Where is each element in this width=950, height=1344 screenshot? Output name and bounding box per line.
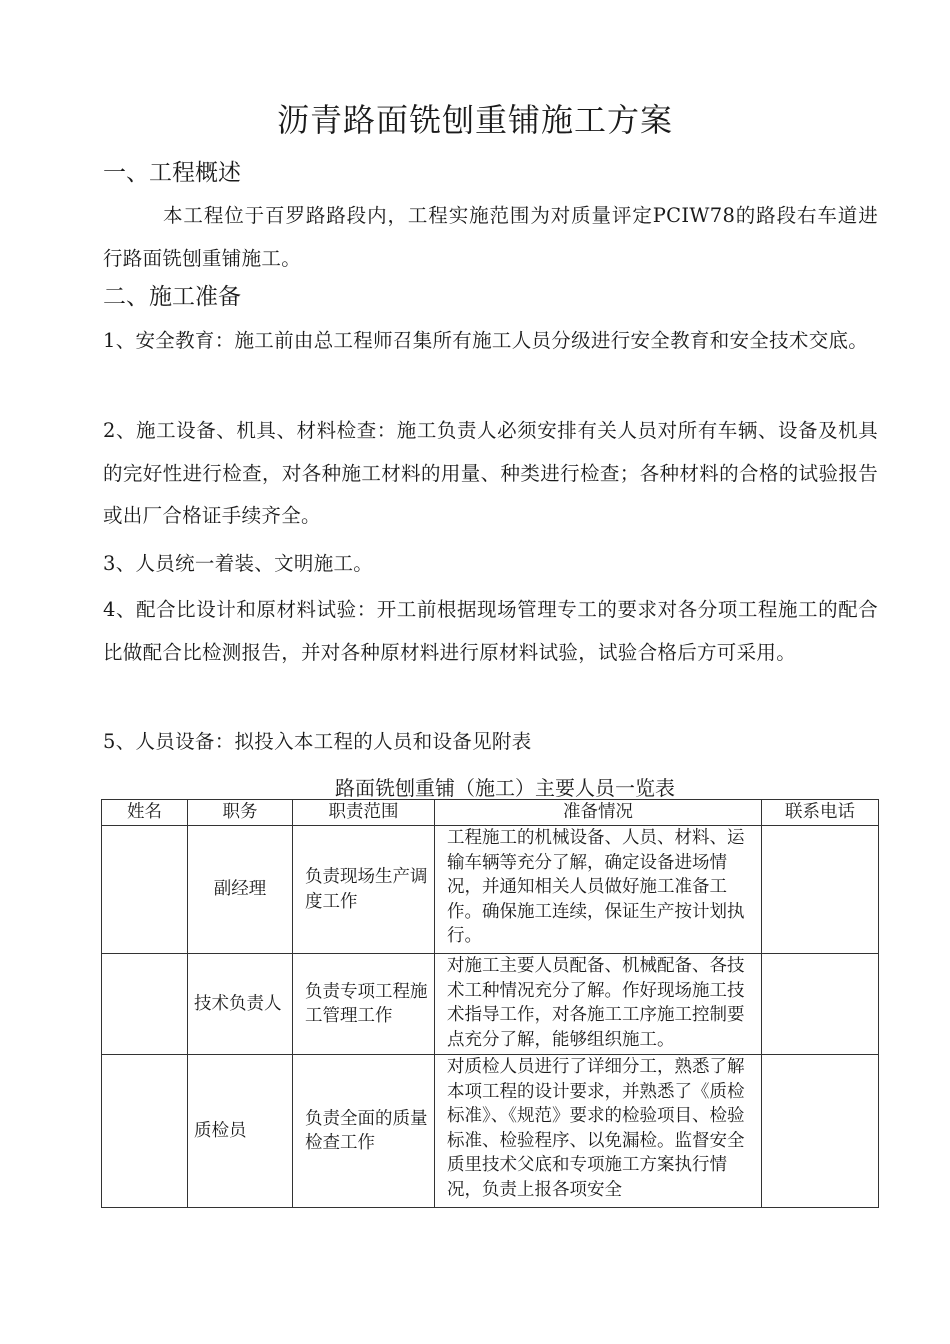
cell-preparation [435, 1055, 762, 1208]
prep-item-2: 2、施工设备、机具、材料检查：施工负责人必须安排有关人员对所有车辆、设备及机具的完好性进行检查，对各种施工材料的用量、种类进行检查；各种材料的合格的试验报告或出厂合格证手续齐全。 [103, 419, 878, 527]
table-row [102, 954, 879, 1055]
cell-name [102, 826, 188, 954]
document-title: 沥青路面铣刨重铺施工方案 [276, 101, 673, 139]
prep-item-1: 1、安全教育：施工前由总工程师召集所有施工人员分级进行安全教育和安全技术交底。 [103, 329, 869, 352]
header-name: 姓名 [102, 800, 188, 826]
personnel-table [101, 799, 879, 1208]
cell-phone [762, 826, 879, 954]
table-row [102, 826, 879, 954]
table-caption: 路面铣刨重铺（施工）主要人员一览表 [335, 776, 675, 800]
cell-name [102, 954, 188, 1055]
cell-position: 质检员 [188, 1055, 293, 1208]
cell-phone [762, 954, 879, 1055]
cell-preparation: 工程施工的机械设备、人员、材料、运输车辆等充分了解，确定设备进场情况，并通知相关人员做好施工准备工作。确保施工连续，保证生产按计划执行。 [435, 826, 762, 954]
cell-position: 技术负责人 [188, 954, 293, 1055]
prep-item-3: 3、人员统一着装、文明施工。 [103, 552, 374, 575]
table-header-row [102, 800, 879, 826]
section-heading-preparation: 二、施工准备 [103, 284, 241, 310]
header-phone: 联系电话 [762, 800, 879, 826]
cell-position: 副经理 [188, 826, 293, 954]
prep-item-5: 5、人员设备：拟投入本工程的人员和设备见附表 [103, 730, 532, 753]
cell-scope: 负责全面的质量检查工作 [293, 1055, 435, 1208]
cell-name [102, 1055, 188, 1208]
header-position: 职务 [188, 800, 293, 826]
prep-item-4: 4、配合比设计和原材料试验：开工前根据现场管理专工的要求对各分项工程施工的配合比做配合比检测报告，并对各种原材料进行原材料试验，试验合格后方可采用。 [103, 598, 878, 664]
overview-paragraph: 本工程位于百罗路路段内，工程实施范围为对质量评定PCIW78的路段右车道进行路面铣刨重铺施工。 [103, 204, 878, 270]
preparation-text: 对质检人员进行了详细分工，熟悉了解本项工程的设计要求，并熟悉了《质检标准》、《规范》要求的检验项目、检验标准、检验程序、以免漏检。监督安全质里技术父底和专项施工方案执行情况，负责上报各项安全 [447, 1057, 745, 1200]
cell-phone [762, 1055, 879, 1208]
cell-scope: 负责专项工程施工管理工作 [293, 954, 435, 1055]
header-scope: 职责范围 [293, 800, 435, 826]
header-preparation: 准备情况 [435, 800, 762, 826]
table-row [102, 1055, 879, 1208]
cell-scope: 负责现场生产调度工作 [293, 826, 435, 954]
section-heading-overview: 一、工程概述 [103, 160, 241, 186]
cell-preparation: 对施工主要人员配备、机械配备、各技术工种情况充分了解。作好现场施工技术指导工作，对各施工工序施工控制要点充分了解，能够组织施工。 [435, 954, 762, 1055]
